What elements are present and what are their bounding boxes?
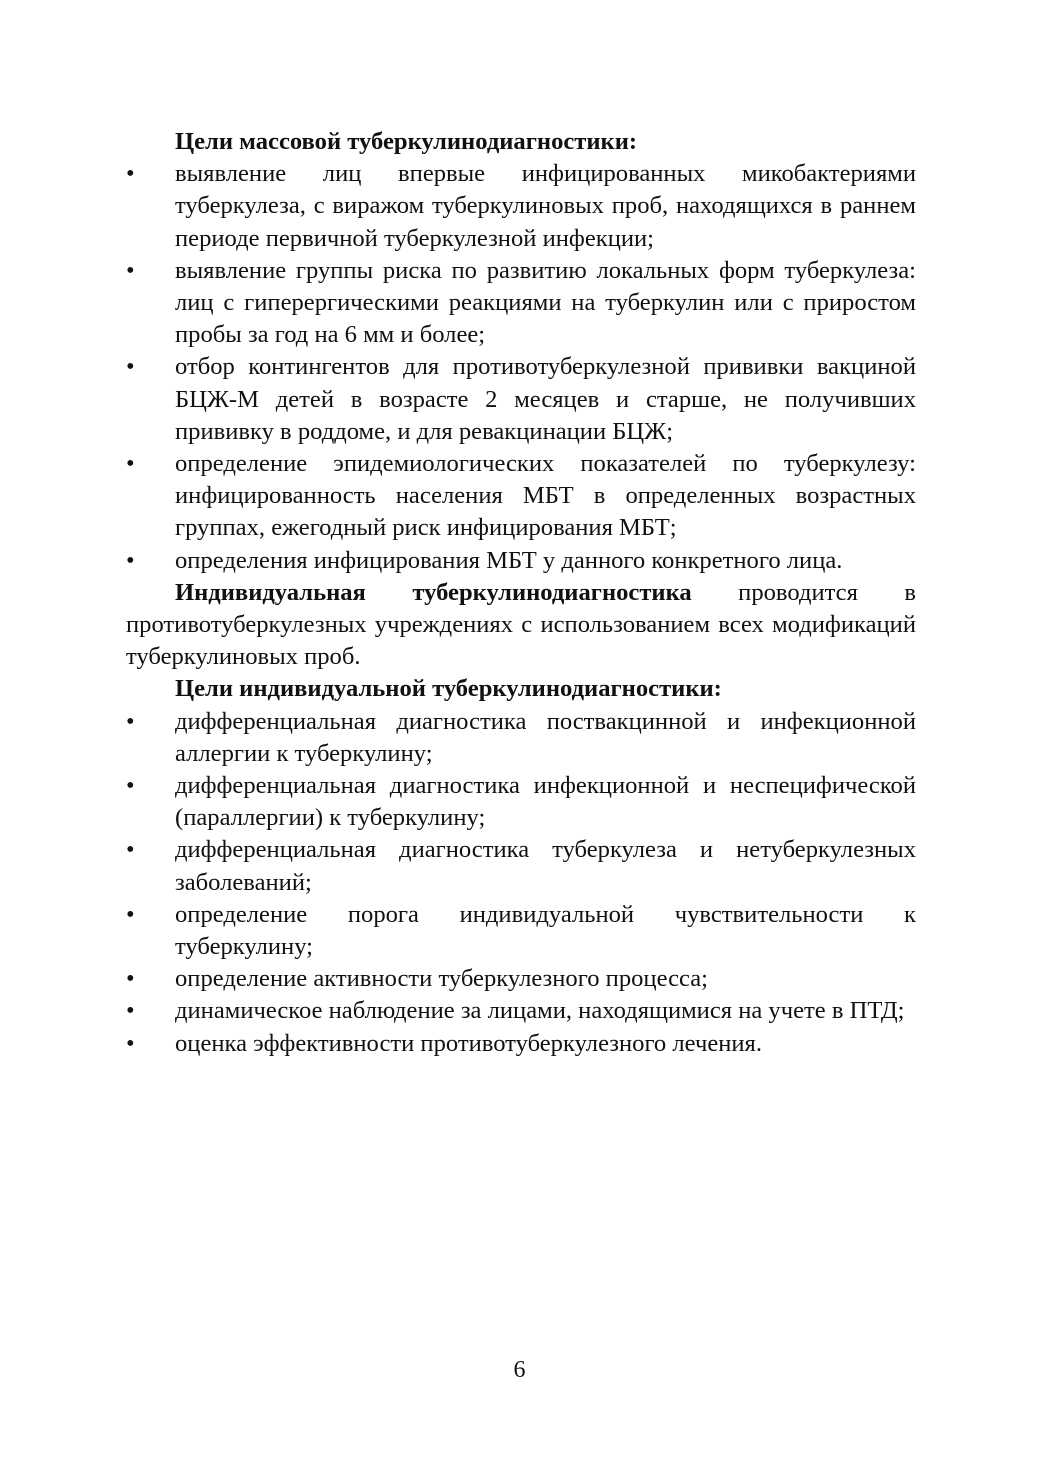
document-page (126, 126, 916, 1060)
mass-diagnostics-goals-list (126, 158, 916, 577)
bullet-icon: • (126, 353, 135, 381)
list-item (126, 545, 916, 577)
paragraph-text: проводится в противотуберкулезных учреждениях с использованием всех модификаций туберкулиновых проб. (126, 578, 916, 671)
list-item (126, 158, 916, 255)
bullet-icon: • (126, 900, 135, 928)
bullet-icon: • (126, 997, 135, 1025)
bullet-icon: • (126, 1029, 135, 1057)
list-item (126, 899, 916, 963)
list-item-text: дифференциальная диагностика туберкулеза и нетуберкулезных заболеваний; (175, 836, 916, 896)
section-heading-mass-diagnostics: Цели массовой туберкулинодиагностики: (175, 128, 638, 155)
list-item-text: оценка эффективности противотуберкулезного лечения. (175, 1029, 763, 1057)
individual-diagnostics-paragraph (126, 577, 916, 674)
list-item-text: динамическое наблюдение за лицами, находящимися на учете в ПТД; (175, 997, 905, 1025)
list-item-text: определение активности туберкулезного процесса; (175, 965, 708, 993)
bullet-icon: • (126, 256, 135, 284)
list-item (126, 770, 916, 834)
list-item-text: определение эпидемиологических показателей по туберкулезу: инфицированность населения МБТ в определенных возрастных группах, ежегодный риск инфицирования МБТ; (175, 450, 916, 542)
list-item-text: дифференциальная диагностика инфекционной и неспецифической (параллергии) к туберкулину; (175, 772, 916, 832)
list-item (126, 963, 916, 995)
list-item-text: дифференциальная диагностика поствакцинной и инфекционной аллергии к туберкулину; (175, 707, 916, 767)
list-item (126, 995, 916, 1027)
list-item-text: отбор контингентов для противотуберкулезной прививки вакциной БЦЖ-М детей в возрасте 2 месяцев и старше, не получивших прививку в роддоме, и для ревакцинации БЦЖ; (175, 353, 916, 445)
individual-diagnostics-goals-list (126, 706, 916, 1060)
list-item (126, 351, 916, 448)
bullet-icon: • (126, 772, 135, 800)
list-item-text: определение порога индивидуальной чувствительности к туберкулину; (175, 900, 916, 961)
page-number: 6 (513, 1357, 526, 1383)
bullet-icon: • (126, 546, 135, 574)
bullet-icon: • (126, 836, 135, 864)
bullet-icon: • (126, 965, 135, 993)
list-item (126, 834, 916, 898)
list-item-text: определения инфицирования МБТ у данного конкретного лица. (175, 546, 843, 574)
list-item (126, 448, 916, 545)
bullet-icon: • (126, 450, 135, 478)
list-item-text: выявление группы риска по развитию локальных форм туберкулеза: лиц с гиперергическими реакциями на туберкулин или с приростом пробы за год на 6 мм и более; (175, 256, 916, 349)
bullet-icon: • (126, 160, 135, 188)
list-item (126, 1028, 916, 1060)
list-item (126, 706, 916, 770)
bullet-icon: • (126, 707, 135, 735)
paragraph-bold-term: Индивидуальная туберкулинодиагностика (175, 578, 692, 606)
list-item-text: выявление лиц впервые инфицированных микобактериями туберкулеза, с виражом туберкулиновых проб, находящихся в раннем периоде первичной туберкулезной инфекции; (175, 160, 916, 252)
section-heading-individual-diagnostics: Цели индивидуальной туберкулинодиагностики: (175, 675, 722, 703)
list-item (126, 255, 916, 352)
